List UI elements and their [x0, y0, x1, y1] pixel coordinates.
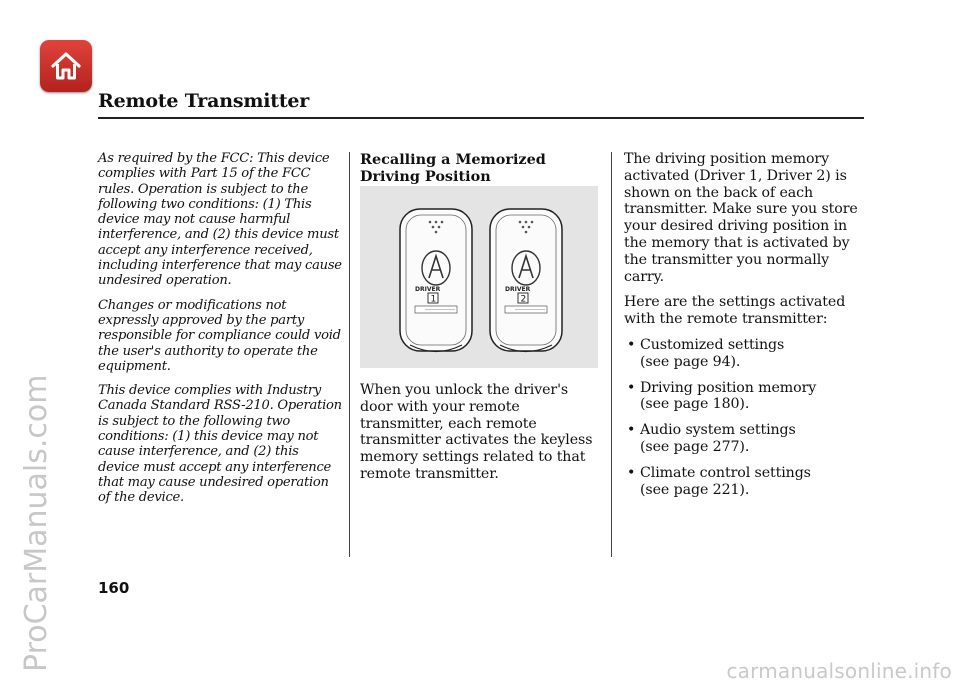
column-divider: [611, 152, 612, 557]
recalling-body: When you unlock the driver's door with your remote transmitter, each remote transmitter activates the keyless memory settings related to that remote transmitter.: [360, 382, 593, 482]
fob2-driver-label: DRIVER: [505, 286, 531, 293]
column-divider: [349, 152, 350, 557]
fcc-notice: [98, 151, 342, 515]
list-item-text: Driving position memory: [640, 379, 817, 396]
title-rule: [98, 117, 864, 119]
section-title: Remote Transmitter: [98, 90, 310, 112]
recalling-section: [360, 151, 600, 483]
list-item-text: Customized settings: [640, 336, 785, 353]
side-watermark-text: ProCarManuals.com: [19, 374, 54, 672]
remote-fob-driver-1: [400, 209, 472, 352]
list-item: [624, 422, 864, 456]
industry-canada-paragraph: This device complies with Industry Canada Standard RSS-210. Operation is subject to the following two conditions: (1) this device may not cause interference, and (2) this device must accept any interference that may cause undesired operation of the device.: [98, 383, 342, 506]
remote-transmitters-illustration: [360, 186, 598, 368]
fcc-paragraph: As required by the FCC: This device complies with Part 15 of the FCC rules. Operation is subject to the following two conditions: (1) This device may not cause harmful interference, and (2) this device must accept any interference received, including interference that may cause undesired operation.: [98, 151, 342, 289]
list-item: [624, 380, 864, 414]
remote-fob-driver-2: [490, 209, 562, 352]
bullet-icon: •: [627, 464, 636, 481]
modifications-paragraph: Changes or modifications not expressly approved by the party responsible for compliance could void the user's authority to operate the equipment.: [98, 297, 341, 374]
recalling-heading: Recalling a Memorized Driving Position: [360, 151, 546, 185]
fob1-driver-label: DRIVER: [415, 286, 441, 293]
page-reference-link[interactable]: (see page 94).: [640, 353, 741, 370]
page-reference-link[interactable]: (see page 221).: [640, 481, 750, 498]
settings-list: [624, 337, 864, 498]
list-item: [624, 465, 864, 499]
settings-intro: Here are the settings activated with the remote transmitter:: [624, 294, 846, 328]
bottom-watermark: carmanualsonline.info: [726, 659, 952, 683]
remote-transmitter-figure: [360, 186, 598, 368]
page-reference-link[interactable]: (see page 277).: [640, 438, 750, 455]
settings-section: [624, 151, 864, 507]
memory-paragraph: The driving position memory activated (Driver 1, Driver 2) is shown on the back of each transmitter. Make sure you store your desired driving position in the memory that is activated by the transmitter you normally carry.: [624, 151, 858, 285]
fob1-number: 1: [430, 294, 437, 305]
side-watermark: [0, 0, 60, 688]
page-number: 160: [98, 579, 130, 597]
fob2-number: 2: [520, 294, 527, 305]
page-reference-link[interactable]: (see page 180).: [640, 396, 750, 413]
list-item-text: Climate control settings: [640, 464, 811, 481]
list-item-text: Audio system settings: [640, 422, 796, 439]
list-item: [624, 337, 864, 371]
bullet-icon: •: [627, 379, 636, 396]
bullet-icon: •: [627, 422, 636, 439]
bullet-icon: •: [627, 336, 636, 353]
